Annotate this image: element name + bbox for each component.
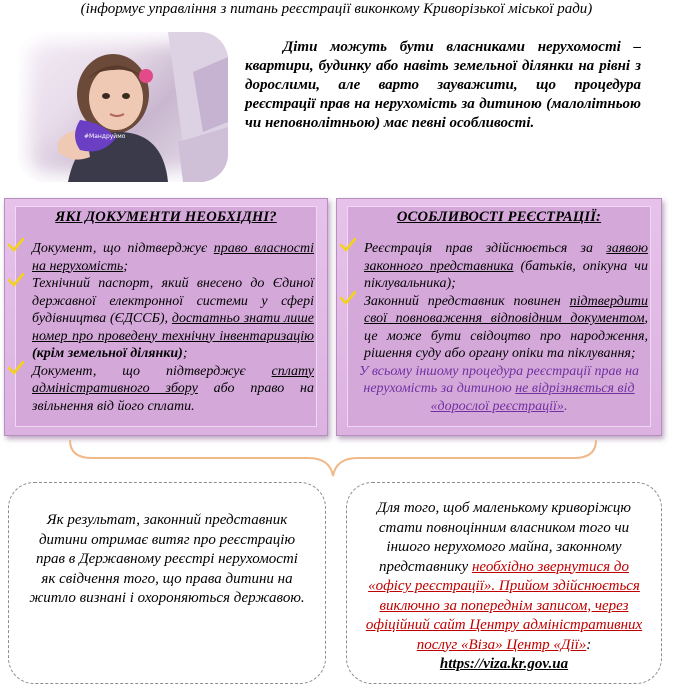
office-info-box bbox=[346, 482, 662, 684]
item-underlined-text: право власності на нерухомість bbox=[32, 241, 314, 274]
item-text: Технічний паспорт, який внесено до Єдиної державної електронної системи у сфері будівництва (ЄДССБ), bbox=[32, 276, 314, 326]
item-bold-text: (крім земельної ділянки) bbox=[32, 346, 183, 361]
result-text: Як результат, законний представник дитини отримає витяг про реєстрацію прав в Державному реєстрі нерухомості як свідчення того, що права дитини на житло визнані і охороняються державою. bbox=[29, 512, 305, 606]
item-underlined-text: заявою законного представника bbox=[364, 241, 648, 274]
result-box bbox=[8, 482, 326, 684]
item-text-end: або право на звільнення від його сплати. bbox=[32, 381, 314, 414]
office-info-highlight: необхідно звернутися до «офісу реєстрації». Прийом здійснюється виключно за попереднім записом, через офіційний сайт Центру адміністративних послуг «Віза» Центр «Дії» bbox=[365, 558, 643, 653]
item-text-end: ; bbox=[123, 258, 128, 274]
documents-card-inner bbox=[15, 206, 317, 427]
check-icon bbox=[8, 238, 24, 252]
office-info-text bbox=[361, 499, 647, 675]
page-header: (інформує управління з питань реєстрації виконкому Криворізької міської ради) bbox=[80, 1, 593, 17]
item-text: Документ, що підтверджує bbox=[32, 363, 272, 379]
office-info-colon: : bbox=[586, 636, 592, 653]
note-text: У всьому іншому процедура реєстрації прав на нерухомість за дитиною bbox=[358, 363, 640, 396]
documents-card bbox=[4, 198, 328, 436]
check-icon bbox=[8, 273, 24, 287]
curly-brace-connector bbox=[68, 434, 598, 478]
list-item bbox=[16, 240, 316, 275]
item-text: Законний представник повинен bbox=[364, 293, 570, 309]
item-text-end: , це може бути свідоцтво про народження, рішення суду або органу опіки та піклування; bbox=[364, 311, 648, 361]
item-text-end: ; bbox=[182, 346, 188, 361]
list-item bbox=[16, 275, 316, 363]
item-underlined-text: сплату адміністративного збору bbox=[32, 363, 314, 396]
item-underlined-text: підтвердити свої повноваження відповідним документом bbox=[364, 293, 648, 326]
item-text: Реєстрація прав здійснюється за bbox=[364, 241, 607, 256]
check-icon bbox=[340, 238, 356, 252]
item-text: Документ, що підтверджує bbox=[32, 241, 214, 256]
child-photo bbox=[18, 32, 228, 182]
registration-note bbox=[348, 363, 650, 416]
item-text-end: (батьків, опікуна чи піклувальника); bbox=[364, 258, 648, 291]
check-icon bbox=[8, 361, 24, 375]
list-item bbox=[348, 240, 650, 293]
item-underlined-text: достатньо знати лише номер про проведену технічну інвентаризацію bbox=[32, 311, 314, 344]
note-underlined-text: не відрізняється від «дорослої реєстрації» bbox=[430, 381, 635, 414]
viza-website-link[interactable]: https://viza.kr.gov.ua bbox=[439, 656, 569, 672]
check-icon bbox=[340, 291, 356, 305]
badge-logo-text: #Мандруймо bbox=[84, 133, 126, 140]
documents-card-title: ЯКІ ДОКУМЕНТИ НЕОБХІДНІ? bbox=[55, 209, 277, 225]
registration-features-card-inner bbox=[347, 206, 651, 427]
intro-paragraph: Діти можуть бути власниками нерухомості – квартири, будинку або навіть земельної ділянки на рівні з дорослими, але варто зауважити, що процедура реєстрації прав на нерухомість за дитиною (малолітньою чи неповнолітньою) має певні особливості. bbox=[245, 39, 641, 131]
note-text-end: . bbox=[563, 398, 568, 414]
office-info-intro: Для того, щоб маленькому криворіжцю стати повноцінним власником того чи іншого нерухомого майна, законному представнику bbox=[377, 500, 631, 575]
list-item bbox=[16, 363, 316, 416]
registration-features-title: ОСОБЛИВОСТІ РЕЄСТРАЦІЇ: bbox=[396, 209, 602, 225]
list-item bbox=[348, 293, 650, 363]
registration-features-card bbox=[336, 198, 662, 436]
